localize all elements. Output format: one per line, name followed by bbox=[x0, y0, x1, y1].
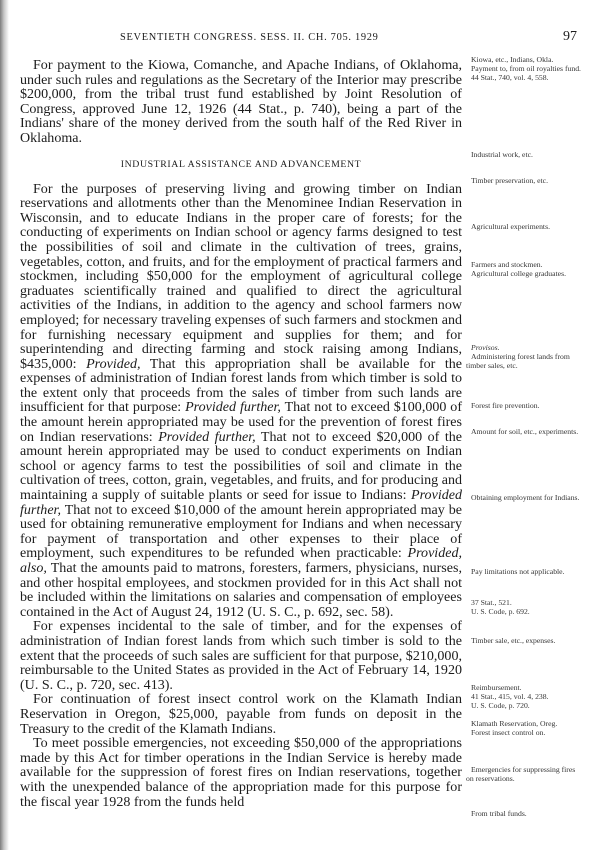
text-run: That not to exceed $100,000 of the amount herein appropriated may be used for the prevention of forest fires on Indian reservations: bbox=[20, 399, 462, 445]
margin-notes-column bbox=[466, 0, 586, 850]
text-run: For the purposes of preserving living and growing timber on Indian reservations and allotments other than the Menominee Indian Reservation in Wisconsin, and to educate Indians in the proper care of forests; for the conducting of experiments on Indian school or agency farms designed to test the possibilities of soil and climate in the cultivation of trees, grains, vegetables, cotton, and fruits, and for the employment of practical farmers and stockmen, including $50,000 for the employment of agricultural college graduates scientifically trained and qualified to direct the agricultural activities of the Indians, in addition to the agency and school farmers now employed; for necessary traveling expenses of such farmers and stockmen and for furnishing necessary equipment and supplies for them; and for superintending and directing farming and stock raising among Indians, $435,000: bbox=[20, 180, 462, 372]
proviso-italic: Provided further, bbox=[158, 428, 256, 445]
running-head: SEVENTIETH CONGRESS. SESS. II. CH. 705. 1929 bbox=[120, 32, 379, 43]
margin-note-line: Obtaining employment for Indians. bbox=[471, 493, 580, 502]
margin-note-tribal-funds bbox=[466, 810, 584, 819]
margin-note-line: From tribal funds. bbox=[471, 809, 527, 818]
margin-note-line: Pay limitations not applicable. bbox=[471, 567, 565, 576]
binding-edge-shadow bbox=[0, 0, 9, 850]
proviso-italic: Provided, bbox=[86, 355, 141, 372]
margin-note-line: Administering forest lands from timber sales, etc. bbox=[466, 351, 570, 370]
margin-note-line: Provisos. bbox=[471, 343, 500, 352]
margin-note-line: Klamath Reservation, Oreg. bbox=[471, 719, 558, 728]
margin-note-line: Farmers and stockmen. bbox=[471, 260, 543, 269]
paragraph-timber-sale: For expenses incidental to the sale of timber, and for the expenses of administration of Indian forest lands from which such timber is sold to the extent that the proceeds of such sales are sufficient for that purpose, $210,000, reimbursable to the United States as provided in the Act of February 14, 1920 (U. S. C., p. 720, sec. 413). bbox=[20, 618, 462, 693]
margin-note-line: Forest fire prevention. bbox=[471, 401, 540, 410]
margin-note-line: Timber sale, etc., expenses. bbox=[471, 636, 556, 645]
proviso-italic: Provided, also, bbox=[20, 545, 462, 576]
paragraph-emergencies: To meet possible emergencies, not exceeding $50,000 of the appropriations made by this Act for timber operations in the Indian Service is hereby made available for the suppression of forest fires on Indian reservations, together with the unexpended balance of the appropriation made for this purpose for the fiscal year 1928 from the funds held bbox=[20, 735, 462, 810]
margin-note-line: U. S. Code, p. 692. bbox=[471, 606, 530, 616]
paragraph-kiowa-payment: For payment to the Kiowa, Comanche, and Apache Indians, of Oklahoma, under such rules and regulations as the Secretary of the Interior may prescribe $200,000, from the tribal trust fund established by Joint Resolution of Congress, approved June 12, 1926 (44 Stat., p. 740), being a part of the Indians' share of the money derived from the south half of the Red River in Oklahoma. bbox=[20, 57, 462, 146]
paragraph-klamath: For continuation of forest insect control work on the Klamath Indian Reservation in Oregon, $25,000, payable from funds on deposit in the Treasury to the credit of the Klamath Indians. bbox=[20, 691, 462, 737]
text-run: That not to exceed $20,000 of the amount herein appropriated may be used to conduct experiments on Indian school or agency farms to test the possibilities of soil and climate in the cultivation of trees, cotton, grain, vegetables, and fruits, and for producing and maintaining a supply of suitable plants or seed for issue to Indians: bbox=[20, 428, 462, 504]
margin-note-line: 37 Stat., 521. bbox=[471, 598, 512, 607]
proviso-italic: Provided further, bbox=[185, 399, 281, 416]
margin-note-line: Payment to, from oil royalties fund. bbox=[471, 63, 581, 73]
margin-note-pay-limitations bbox=[466, 568, 584, 577]
margin-note-line: 44 Stat., 740, vol. 4, 558. bbox=[471, 72, 549, 82]
margin-note-line: Forest insect control on. bbox=[471, 727, 546, 737]
margin-note-timber-sale bbox=[466, 637, 584, 646]
margin-note-reimbursement bbox=[466, 684, 584, 710]
paragraph-industrial-assistance bbox=[20, 182, 462, 620]
main-text-column bbox=[20, 58, 462, 809]
margin-note-line: Industrial work, etc. bbox=[471, 150, 533, 159]
margin-note-line: Kiowa, etc., Indians, Okla. bbox=[471, 55, 554, 64]
proviso-italic: Provided further, bbox=[20, 487, 462, 518]
margin-note-obtaining-employment bbox=[466, 494, 584, 503]
text-run: That the amounts paid to matrons, foresters, farmers, physicians, nurses, and other hospital employees, and stockmen provided for in this Act shall not be included within the limitations on salaries and compensation of employees contained in the Act of August 24, 1912 (U. S. C., p. 692, sec. 58). bbox=[20, 560, 462, 620]
section-heading: INDUSTRIAL ASSISTANCE AND ADVANCEMENT bbox=[120, 158, 362, 170]
margin-note-line: Reimbursement. bbox=[471, 683, 522, 692]
margin-note-line: Emergencies for suppressing fires on reservations. bbox=[466, 765, 576, 783]
margin-note-line: 41 Stat., 415, vol. 4, 238. bbox=[471, 691, 549, 701]
page-number: 97 bbox=[563, 29, 577, 44]
text-run: That this appropriation shall be available for the expenses of administration of Indian forest lands from which timber is sold to the extent only that proceeds from the sales of timber from such lands are insufficient for that purpose: bbox=[20, 355, 462, 416]
margin-note-klamath bbox=[466, 720, 584, 738]
margin-note-emergencies bbox=[466, 766, 584, 784]
margin-note-farmers bbox=[466, 261, 584, 279]
margin-note-provisos bbox=[466, 344, 584, 370]
margin-note-line: U. S. Code, p. 720. bbox=[471, 700, 530, 710]
margin-note-timber-preservation bbox=[466, 177, 584, 186]
margin-note-industrial-work bbox=[466, 151, 584, 160]
margin-note-kiowa bbox=[466, 56, 584, 82]
margin-note-line: Amount for soil, etc., experiments. bbox=[471, 427, 579, 436]
margin-note-forest-fire bbox=[466, 402, 584, 411]
text-run: That not to exceed $10,000 of the amount herein appropriated may be used for obtaining remunerative employment for Indians and when necessary for payment of transportation and other expenses to their place of employment, such expenditures to be refunded when practicable: bbox=[20, 501, 462, 562]
margin-note-line: Agricultural college graduates. bbox=[471, 268, 566, 278]
margin-note-amount-soil bbox=[466, 428, 584, 437]
margin-note-line: Agricultural experiments. bbox=[471, 222, 550, 231]
margin-note-statute-refs bbox=[466, 599, 584, 617]
margin-note-line: Timber preservation, etc. bbox=[471, 176, 548, 185]
margin-note-agricultural-experiments bbox=[466, 223, 584, 232]
